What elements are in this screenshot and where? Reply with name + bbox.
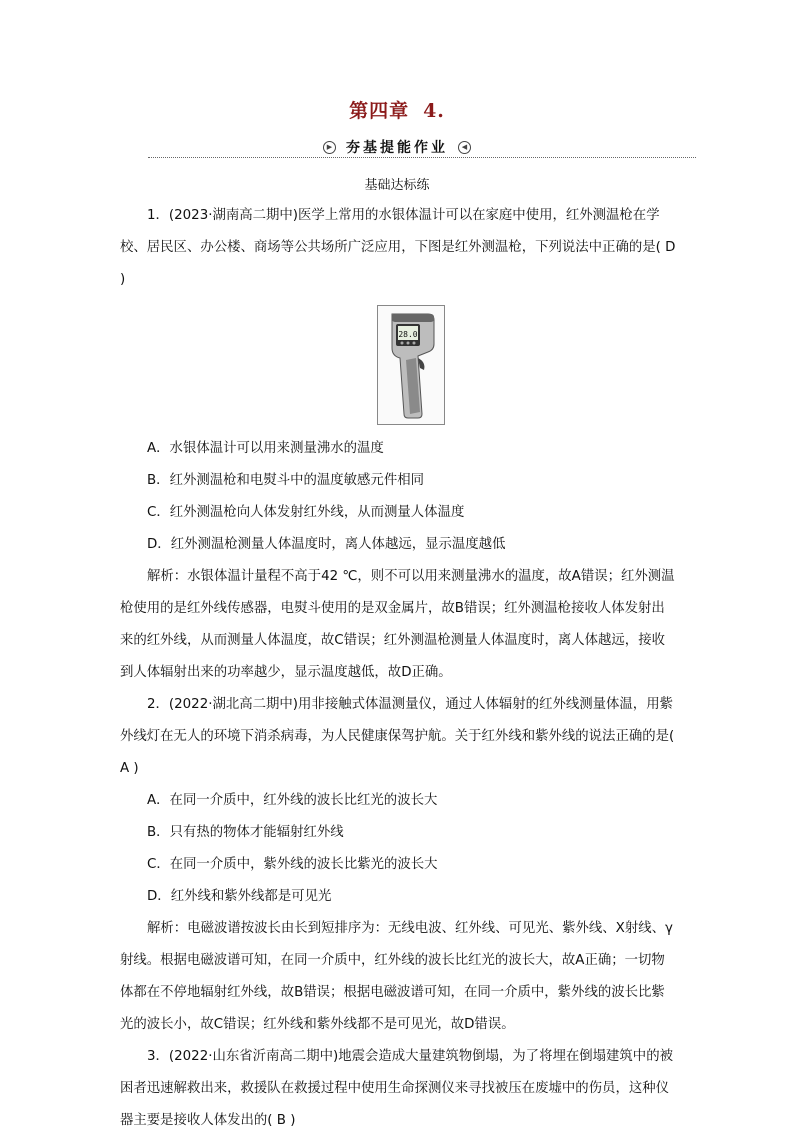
banner-title: 夯基提能作业: [346, 140, 448, 156]
option-d: D．红外线和紫外线都是可见光: [147, 889, 332, 904]
section-title: 基础达标练: [364, 178, 430, 193]
thermometer-reading: 28.0: [398, 330, 418, 339]
banner-inner: [317, 137, 477, 157]
option-c: C．红外测温枪向人体发射红外线，从而测量人体温度: [147, 505, 465, 520]
option-b: B．只有热的物体才能辐射红外线: [147, 825, 344, 840]
question-stem: 3．(2022·山东省沂南高二期中)地震会造成大量建筑物倒塌，为了将埋在倒塌建筑中的被困者迅速解救出来，救援队在救援过程中使用生命探测仪来寻找被压在废墟中的伤员，这种仪器主要是接收人体发出的( B ): [120, 1049, 673, 1128]
option-a: A．水银体温计可以用来测量沸水的温度: [147, 441, 384, 456]
option-d: D．红外测温枪测量人体温度时，离人体越远，显示温度越低: [147, 537, 506, 552]
analysis: 解析：电磁波谱按波长由长到短排序为：无线电波、红外线、可见光、紫外线、X射线、γ射线。根据电磁波谱可知，在同一介质中，红外线的波长比红光的波长大，故A正确；一切物体都在不停地辐射红外线，故B错误；根据电磁波谱可知，在同一介质中，紫外线的波长比紫光的波长小，故C错误；红外线和紫外线都不是可见光，故D错误。: [120, 921, 673, 1032]
option-b: B．红外测温枪和电熨斗中的温度敏感元件相同: [147, 473, 424, 488]
section-number: 4.: [423, 100, 445, 122]
option-a: A．在同一介质中，红外线的波长比红光的波长大: [147, 793, 438, 808]
play-left-icon: ◀: [458, 141, 471, 154]
infrared-thermometer-icon: [378, 306, 444, 424]
chapter-heading: [0, 96, 794, 123]
question-stem: 1．(2023·湖南高二期中)医学上常用的水银体温计可以在家庭中使用，红外测温枪在学校、居民区、办公楼、商场等公共场所广泛应用，下图是红外测温枪，下列说法中正确的是( D ): [120, 208, 676, 287]
option-c: C．在同一介质中，紫外线的波长比紫光的波长大: [147, 857, 438, 872]
infrared-thermometer-figure: [377, 305, 445, 425]
question-list: [120, 200, 676, 1137]
chapter-label: 第四章: [349, 100, 410, 122]
play-right-icon: ▶: [323, 141, 336, 154]
banner: [0, 136, 794, 158]
analysis: 解析：水银体温计量程不高于42 ℃，则不可以用来测量沸水的温度，故A错误；红外测温枪使用的是红外线传感器，电熨斗使用的是双金属片，故B错误；红外测温枪接收人体发射出来的红外线，从而测量人体温度，故C错误；红外测温枪测量人体温度时，离人体越远，接收到人体辐射出来的功率越少，显示温度越低，故D正确。: [120, 569, 675, 680]
question-stem: 2．(2022·湖北高二期中)用非接触式体温测量仪，通过人体辐射的红外线测量体温，用紫外线灯在无人的环境下消杀病毒，为人民健康保驾护航。关于红外线和紫外线的说法正确的是( A ): [120, 697, 675, 776]
